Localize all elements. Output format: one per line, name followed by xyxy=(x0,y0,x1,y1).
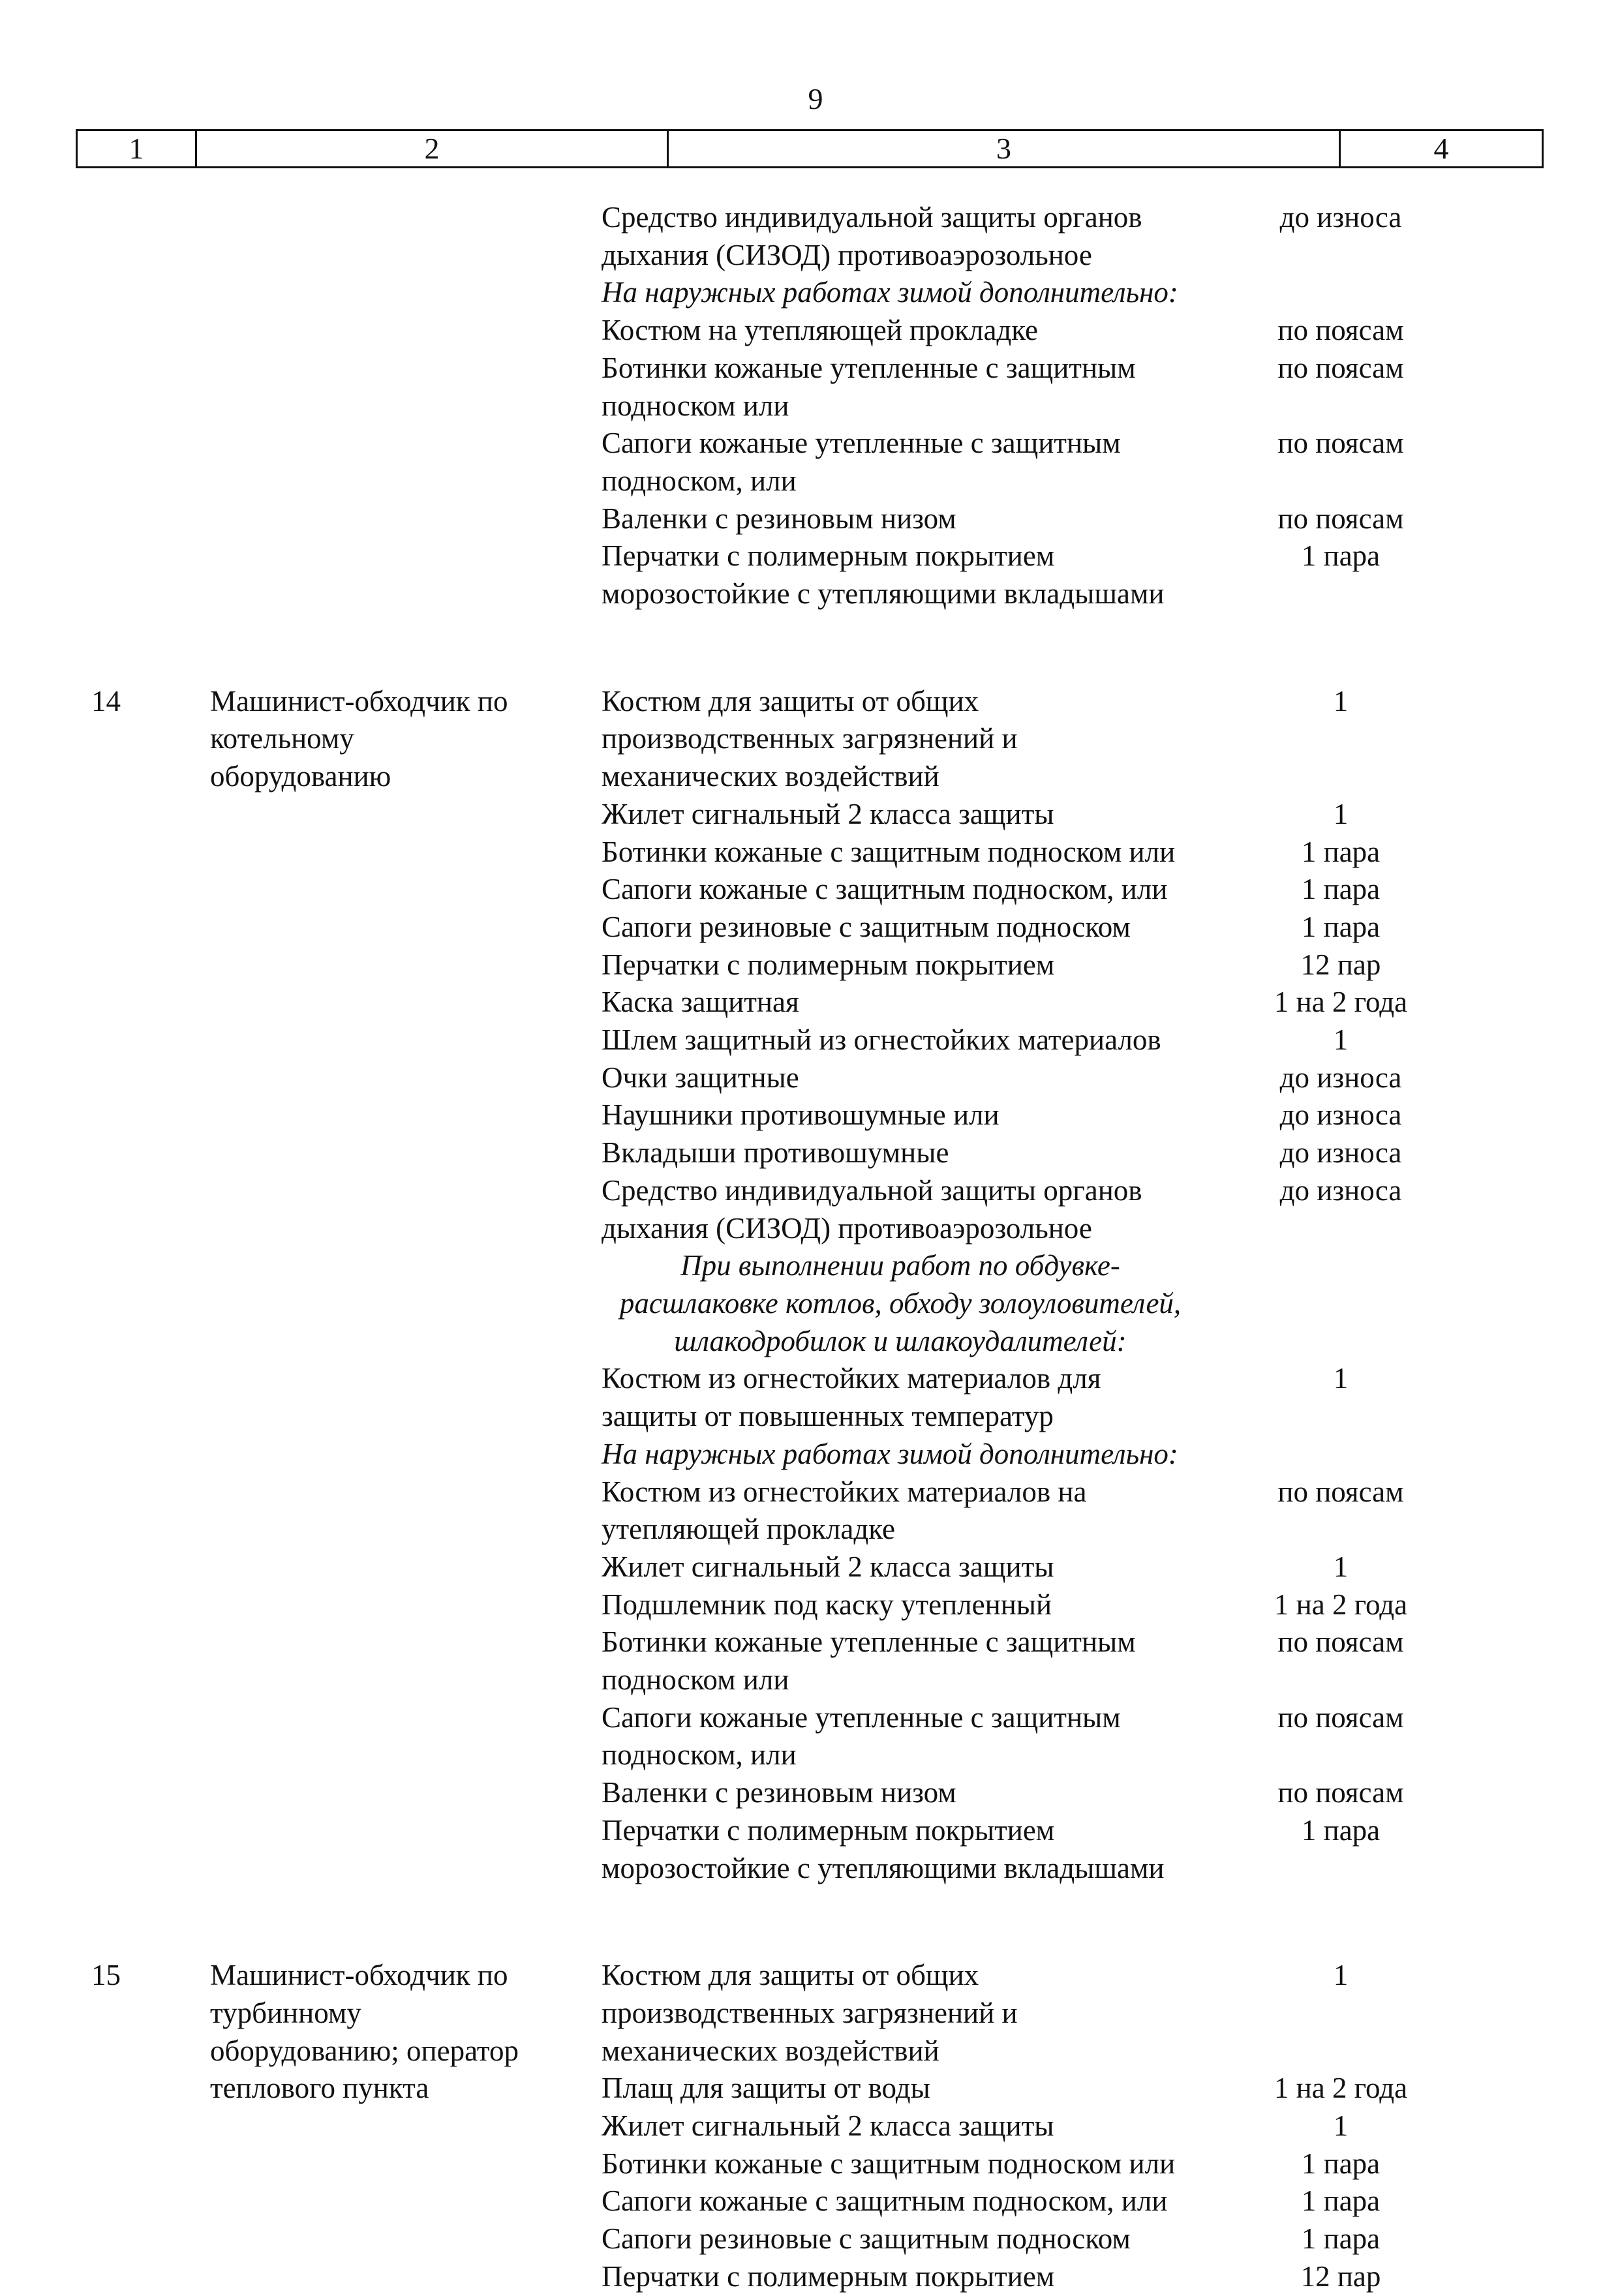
section-subheading xyxy=(519,1436,1618,1473)
item-name: Перчатки с полимерным покрытием xyxy=(602,1813,1055,1847)
row-gap xyxy=(0,613,1618,683)
item-name: производственных загрязнений и xyxy=(602,1996,1018,2029)
item-name: Костюм из огнестойких материалов на xyxy=(602,1475,1087,1508)
item-name: Перчатки с полимерным покрытием xyxy=(602,539,1055,573)
header-col-4: 4 xyxy=(1433,132,1449,165)
item-name: утепляющей прокладке xyxy=(602,1513,895,1546)
item-quantity: 1 пара xyxy=(1301,2184,1381,2218)
item-line xyxy=(519,1812,1618,1850)
item-line xyxy=(519,462,1618,500)
item-name: дыхания (СИЗОД) противоаэрозольное xyxy=(602,238,1092,271)
item-quantity xyxy=(1243,274,1439,312)
item-line xyxy=(519,1736,1618,1774)
item-quantity: 12 пар xyxy=(1300,2259,1381,2293)
item-name: Сапоги кожаные с защитным подноском, или xyxy=(602,873,1168,906)
item-name: Вкладыши противошумные xyxy=(602,1136,949,1170)
item-name: шлакодробилок и шлакоудалителей: xyxy=(674,1324,1127,1357)
item-quantity: 1 на 2 года xyxy=(1274,2072,1408,2105)
item-name: Каска защитная xyxy=(602,986,799,1019)
item-line xyxy=(519,2032,1618,2070)
table-body xyxy=(0,199,1618,2296)
item-quantity: 1 xyxy=(1333,2109,1349,2143)
item-line xyxy=(519,1059,1618,1097)
item-line xyxy=(519,1096,1618,1134)
header-col-3: 3 xyxy=(996,132,1011,165)
item-quantity xyxy=(1243,1247,1439,1285)
item-line xyxy=(519,1774,1618,1812)
item-name: Плащ для защиты от воды xyxy=(602,2072,930,2105)
profession-cell xyxy=(127,199,519,613)
item-line xyxy=(519,1172,1618,1210)
item-name: Перчатки с полимерным покрытием xyxy=(602,948,1055,981)
profession-cell xyxy=(127,1957,519,2295)
item-line xyxy=(519,2183,1618,2220)
item-name: Костюм на утепляющей прокладке xyxy=(602,314,1039,347)
item-line xyxy=(519,387,1618,425)
item-name: Костюм из огнестойких материалов для xyxy=(602,1362,1101,1395)
section-subheading xyxy=(519,1323,1618,1361)
item-line xyxy=(519,1548,1618,1586)
profession-line: оборудованию xyxy=(210,760,391,793)
item-line xyxy=(519,575,1618,613)
item-line xyxy=(519,537,1618,575)
item-name: подноском или xyxy=(602,1663,789,1697)
item-quantity: 1 xyxy=(1333,1959,1349,1992)
item-line xyxy=(519,237,1618,275)
item-line xyxy=(519,2107,1618,2145)
item-line xyxy=(519,1957,1618,1995)
item-quantity xyxy=(1243,1436,1439,1473)
item-name: Жилет сигнальный 2 класса защиты xyxy=(602,2109,1054,2143)
item-quantity: по поясам xyxy=(1277,351,1404,384)
table-header xyxy=(76,129,1544,168)
page-number: 9 xyxy=(808,82,823,115)
item-line xyxy=(519,1624,1618,1661)
item-name: Сапоги резиновые с защитным подноском xyxy=(602,2222,1131,2256)
items-cell xyxy=(519,683,1618,1888)
item-line xyxy=(519,500,1618,538)
item-quantity xyxy=(1243,1323,1439,1361)
profession-line: Машинист-обходчик по xyxy=(210,1959,508,1992)
item-line xyxy=(519,946,1618,984)
item-quantity: 12 пар xyxy=(1300,948,1381,981)
item-name: Костюм для защиты от общих xyxy=(602,1959,979,1992)
item-line xyxy=(519,1511,1618,1548)
item-line xyxy=(519,2220,1618,2258)
item-line xyxy=(519,834,1618,871)
item-name: Сапоги кожаные утепленные с защитным xyxy=(602,1700,1121,1734)
item-name: Сапоги резиновые с защитным подноском xyxy=(602,910,1131,943)
item-line xyxy=(519,1210,1618,1248)
item-quantity: 1 xyxy=(1333,684,1349,718)
item-name: Ботинки кожаные утепленные с защитным xyxy=(602,351,1136,384)
item-line xyxy=(519,1134,1618,1172)
row-number: 14 xyxy=(91,684,121,718)
row-gap xyxy=(0,1887,1618,1957)
item-line xyxy=(519,1699,1618,1737)
item-line xyxy=(519,1850,1618,1888)
item-name: Ботинки кожаные утепленные с защитным xyxy=(602,1625,1136,1659)
item-name: дыхания (СИЗОД) противоаэрозольное xyxy=(602,1211,1092,1245)
item-quantity: 1 на 2 года xyxy=(1274,986,1408,1019)
table-row xyxy=(0,683,1618,1888)
item-quantity xyxy=(1243,720,1439,758)
item-quantity: до износа xyxy=(1279,1061,1402,1094)
item-quantity: по поясам xyxy=(1277,1475,1404,1508)
item-line xyxy=(519,425,1618,462)
item-quantity: до износа xyxy=(1279,1098,1402,1132)
item-line xyxy=(519,909,1618,946)
row-number: 15 xyxy=(91,1959,121,1992)
item-quantity xyxy=(1243,1661,1439,1699)
item-name: Сапоги кожаные утепленные с защитным xyxy=(602,427,1121,460)
item-name: Наушники противошумные или xyxy=(602,1098,1000,1132)
item-name: Жилет сигнальный 2 класса защиты xyxy=(602,797,1054,830)
item-name: Валенки с резиновым низом xyxy=(602,502,956,535)
item-name: Средство индивидуальной защиты органов xyxy=(602,1173,1142,1207)
item-quantity: 1 пара xyxy=(1301,539,1381,573)
item-line xyxy=(519,1586,1618,1624)
item-line xyxy=(519,871,1618,909)
item-quantity: 1 пара xyxy=(1301,910,1381,943)
item-line xyxy=(519,1995,1618,2032)
item-quantity xyxy=(1243,575,1439,613)
item-quantity: 1 пара xyxy=(1301,2147,1381,2180)
item-quantity xyxy=(1243,387,1439,425)
continued-row xyxy=(0,199,1618,613)
item-quantity xyxy=(1243,1210,1439,1248)
item-name: механических воздействий xyxy=(602,760,939,793)
section-subheading xyxy=(519,1247,1618,1285)
items-cell xyxy=(519,199,1618,613)
item-quantity: по поясам xyxy=(1277,1776,1404,1809)
item-quantity: по поясам xyxy=(1277,502,1404,535)
item-line xyxy=(519,312,1618,350)
item-name: Ботинки кожаные с защитным подноском или xyxy=(602,2147,1176,2180)
item-name: Очки защитные xyxy=(602,1061,799,1094)
item-line xyxy=(519,2145,1618,2183)
item-name: производственных загрязнений и xyxy=(602,722,1018,755)
item-quantity: 1 xyxy=(1333,1023,1349,1057)
item-quantity xyxy=(1243,237,1439,275)
item-name: подноском, или xyxy=(602,1738,797,1772)
item-quantity xyxy=(1243,1285,1439,1323)
item-quantity: 1 пара xyxy=(1301,1813,1381,1847)
item-name: Подшлемник под каску утепленный xyxy=(602,1588,1052,1621)
profession-line: теплового пункта xyxy=(210,2072,429,2105)
item-quantity: по поясам xyxy=(1277,1625,1404,1659)
profession-line: котельному xyxy=(210,722,354,755)
profession-cell xyxy=(127,683,519,1888)
item-quantity: по поясам xyxy=(1277,427,1404,460)
item-quantity: 1 xyxy=(1333,797,1349,830)
item-line xyxy=(519,1661,1618,1699)
item-name: подноском, или xyxy=(602,464,797,497)
item-quantity xyxy=(1243,1995,1439,2032)
row-number-cell xyxy=(0,199,127,613)
header-col-2: 2 xyxy=(424,132,440,165)
item-quantity xyxy=(1243,1736,1439,1774)
item-quantity: 1 пара xyxy=(1301,835,1381,868)
item-quantity: по поясам xyxy=(1277,314,1404,347)
item-quantity: до износа xyxy=(1279,1136,1402,1170)
item-name: Шлем защитный из огнестойких материалов xyxy=(602,1023,1161,1057)
item-name: Жилет сигнальный 2 класса защиты xyxy=(602,1550,1054,1583)
profession-line: Машинист-обходчик по xyxy=(210,684,508,718)
item-line xyxy=(519,350,1618,387)
profession-line: турбинному xyxy=(210,1996,361,2029)
item-quantity xyxy=(1243,758,1439,796)
item-quantity: 1 xyxy=(1333,1550,1349,1583)
item-name: Средство индивидуальной защиты органов xyxy=(602,201,1142,234)
item-name: Перчатки с полимерным покрытием xyxy=(602,2259,1055,2293)
table-row xyxy=(0,1957,1618,2295)
item-name: При выполнении работ по обдувке- xyxy=(680,1249,1120,1282)
row-number-cell xyxy=(0,683,127,1888)
item-quantity xyxy=(1243,462,1439,500)
item-line xyxy=(519,1473,1618,1511)
item-name: морозостойкие с утепляющими вкладышами xyxy=(602,577,1165,611)
item-line xyxy=(519,1360,1618,1398)
row-number-cell xyxy=(0,1957,127,2295)
item-name: подноском или xyxy=(602,389,789,422)
item-quantity: 1 на 2 года xyxy=(1274,1588,1408,1621)
section-subheading xyxy=(519,1285,1618,1323)
item-name: расшлаковке котлов, обходу золоуловителей, xyxy=(619,1286,1182,1320)
section-subheading xyxy=(519,274,1618,312)
item-quantity xyxy=(1243,1398,1439,1436)
item-quantity xyxy=(1243,2032,1439,2070)
item-quantity: 1 xyxy=(1333,1362,1349,1395)
item-line xyxy=(519,199,1618,237)
item-name: На наружных работах зимой дополнительно: xyxy=(602,1437,1178,1470)
item-name: Ботинки кожаные с защитным подноском или xyxy=(602,835,1176,868)
item-line xyxy=(519,1398,1618,1436)
header-col-1: 1 xyxy=(129,132,144,165)
item-line xyxy=(519,683,1618,721)
item-line xyxy=(519,1021,1618,1059)
item-line xyxy=(519,758,1618,796)
items-cell xyxy=(519,1957,1618,2295)
item-quantity: до износа xyxy=(1279,201,1402,234)
item-name: морозостойкие с утепляющими вкладышами xyxy=(602,1851,1165,1884)
item-quantity xyxy=(1243,1850,1439,1888)
item-quantity: 1 пара xyxy=(1301,873,1381,906)
item-name: защиты от повышенных температур xyxy=(602,1400,1054,1433)
item-line xyxy=(519,796,1618,834)
item-name: На наружных работах зимой дополнительно: xyxy=(602,276,1178,309)
item-line xyxy=(519,2070,1618,2107)
item-line xyxy=(519,2258,1618,2296)
item-quantity: до износа xyxy=(1279,1173,1402,1207)
item-name: Костюм для защиты от общих xyxy=(602,684,979,718)
item-quantity: 1 пара xyxy=(1301,2222,1381,2256)
item-quantity xyxy=(1243,1511,1439,1548)
item-quantity: по поясам xyxy=(1277,1700,1404,1734)
item-line xyxy=(519,720,1618,758)
item-name: Валенки с резиновым низом xyxy=(602,1776,956,1809)
profession-line: оборудованию; оператор xyxy=(210,2034,519,2067)
item-line xyxy=(519,984,1618,1021)
item-name: механических воздействий xyxy=(602,2034,939,2067)
item-name: Сапоги кожаные с защитным подноском, или xyxy=(602,2184,1168,2218)
